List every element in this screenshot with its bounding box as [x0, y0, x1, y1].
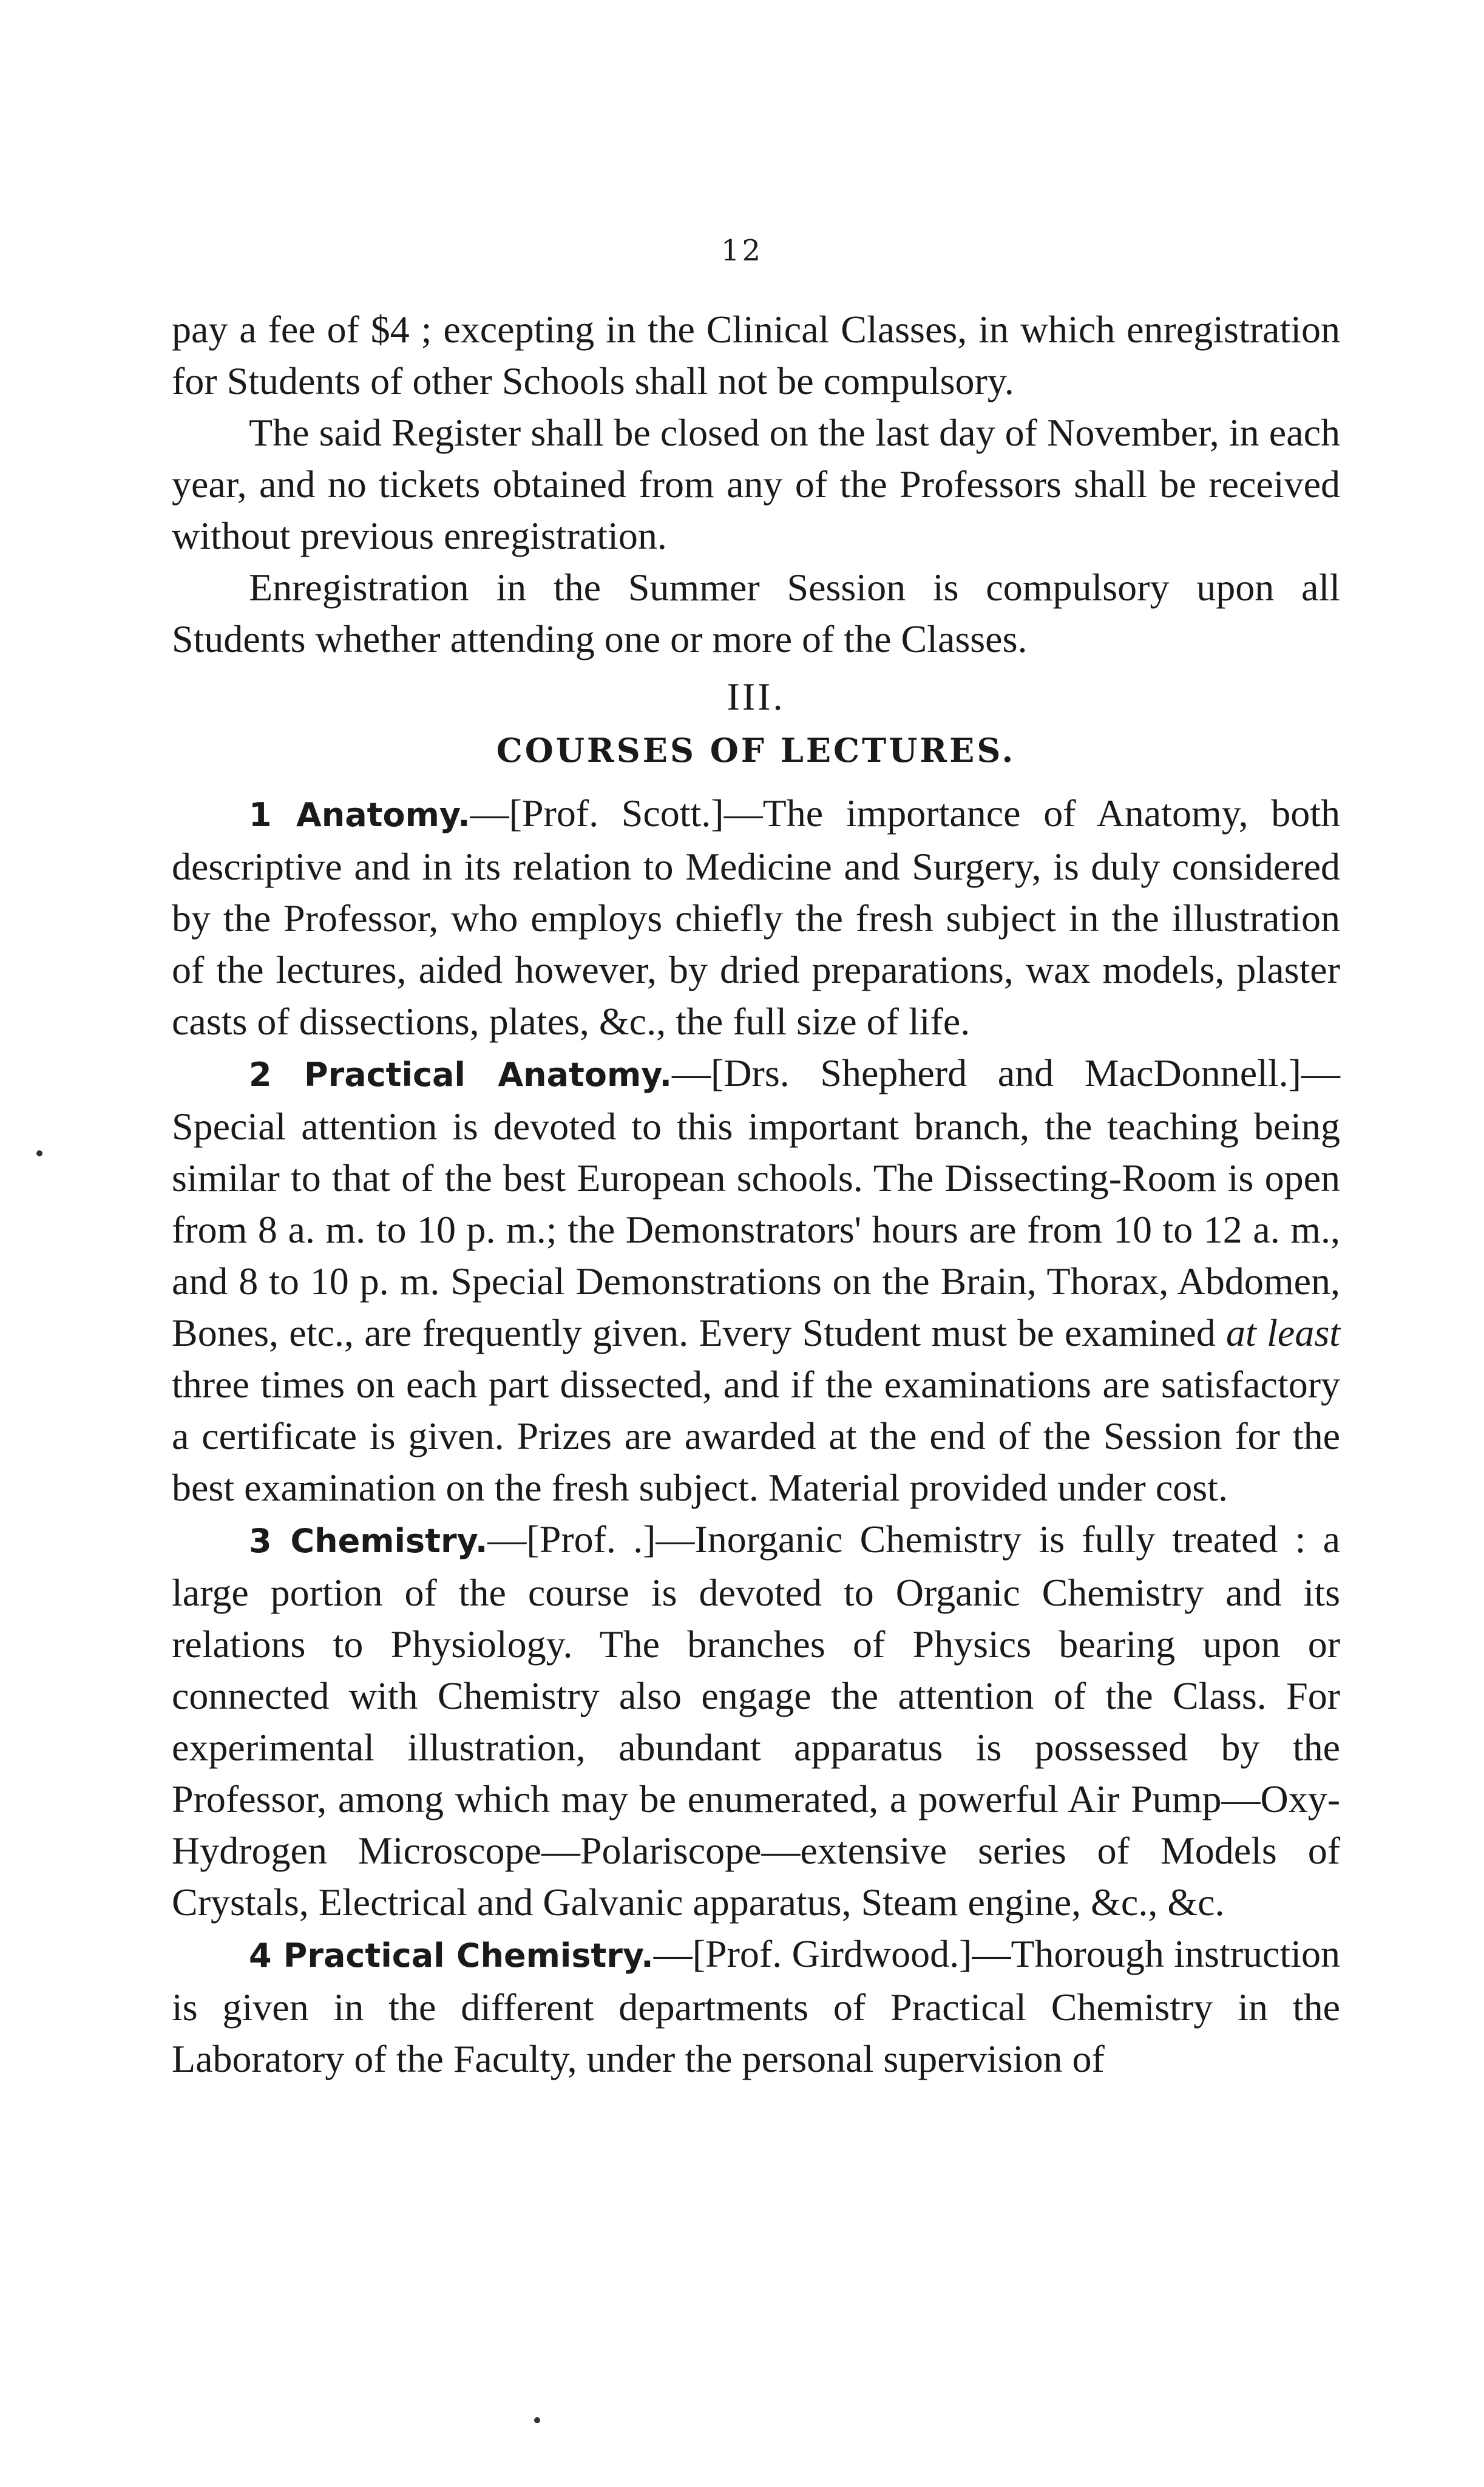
course-anatomy: [172, 787, 1340, 1047]
section-title: COURSES OF LECTURES.: [496, 731, 1016, 770]
course-chemistry: [172, 1513, 1340, 1928]
section-number: III.: [727, 675, 785, 718]
course-heading: 4 Practical Chemistry.: [249, 1936, 654, 1975]
course-text: —[Drs. Shepherd and MacDonnell.]—Special attention is devoted to this important branch, the teaching being similar to that of the best European schools. The Dissecting-Room is open from 8 a. m. to 10 p. m.; the Demonstrators' hours are from 10 to 12 a. m., and 8 to 10 p. m. Special Demonstrations on the Brain, Thorax, Abdomen, Bones, etc., are frequently given. Every Student must be examined: [172, 1051, 1340, 1354]
course-text: —[Prof. .]—Inorganic Chemistry is fully treated : a large portion of the course is devoted to Organic Chemistry and its relations to Physiology. The branches of Physics bearing upon or connected with Chemistry also engage the attention of the Class. For experimental illustration, abundant apparatus is possessed by the Professor, among which may be enumerated, a powerful Air Pump—Oxy-Hydrogen Microscope—Polariscope—extensive series of Models of Crystals, Electrical and Galvanic apparatus, Steam engine, &c., &c.: [172, 1518, 1340, 1924]
course-practical-anatomy: [172, 1047, 1340, 1513]
course-text: —[Prof. Scott.]—The importance of Anatomy, both descriptive and in its relation to Medicine and Surgery, is duly considered by the Professor, who employs chiefly the fresh subject in the illustration of the lectures, aided however, by dried preparations, wax models, plaster casts of dissections, plates, &c., the full size of life.: [172, 792, 1341, 1043]
course-heading: 2 Practical Anatomy.: [249, 1056, 672, 1094]
page-body: [172, 304, 1340, 2085]
course-emphasis: at least: [1226, 1311, 1341, 1354]
paragraph-summer-session: Enregistration in the Summer Session is compulsory upon all Students whether attending one or more of the Classes.: [172, 566, 1340, 660]
page-number: 12: [720, 234, 764, 268]
course-heading: 1 Anatomy.: [249, 796, 470, 834]
course-text: —[Prof. Girdwood.]—Thorough instruction is given in the different departments of Practical Chemistry in the Laboratory of the Faculty, under the personal supervision of: [172, 1932, 1340, 2080]
course-practical-chemistry: [172, 1928, 1340, 2085]
paragraph-register-closing: The said Register shall be closed on the last day of November, in each year, and no tickets obtained from any of the Professors shall be received without previous enregistration.: [172, 411, 1340, 557]
margin-mark: [36, 1150, 42, 1156]
course-text: three times on each part dissected, and if the examinations are satisfactory a certificate is given. Prizes are awarded at the end of the Session for the best examination on the fresh subject. Material provided under cost.: [172, 1363, 1340, 1509]
paragraph-fee: pay a fee of $4 ; excepting in the Clinical Classes, in which enregistration for Students of other Schools shall not be compulsory.: [172, 308, 1340, 402]
footer-mark: [534, 2417, 540, 2423]
course-heading: 3 Chemistry.: [249, 1522, 488, 1560]
